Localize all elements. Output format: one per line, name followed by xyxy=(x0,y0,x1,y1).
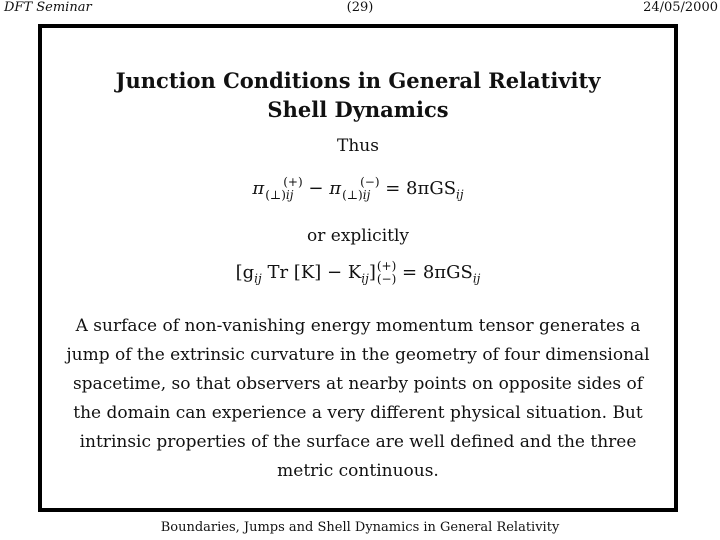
thus-text: Thus xyxy=(337,136,379,156)
page-footer: Boundaries, Jumps and Shell Dynamics in General Relativity xyxy=(160,520,560,535)
date: 24/05/2000 xyxy=(643,0,718,15)
slide-title xyxy=(42,66,674,124)
body-paragraph: A surface of non-vanishing energy momentum tensor generates a jump of the extrinsic curvature in the geometry of four dimensional spacetime, so that observers at nearby points on opposite sides of the domain can experience a very different physical situation. But intrinsic properties of the surface are well defined and the three metric continuous. xyxy=(66,316,650,481)
title-line-2: Shell Dynamics xyxy=(267,97,449,122)
page-header xyxy=(0,0,720,20)
equation-2: [$g_{ij}$ Tr $[K] - K_{ij}$] (+) (−) = 8πGS$_{ij}$ xyxy=(235,259,481,286)
slide-frame xyxy=(38,24,678,512)
or-explicitly-text: or explicitly xyxy=(307,226,409,246)
page-number: (29) xyxy=(346,0,374,15)
title-line-1: Junction Conditions in General Relativity xyxy=(115,68,601,93)
equation-1: π (+) (⊥)ij − π (−) (⊥)ij = 8πGS$_{ij}$ xyxy=(252,175,464,202)
seminar-name: DFT Seminar xyxy=(4,0,92,15)
